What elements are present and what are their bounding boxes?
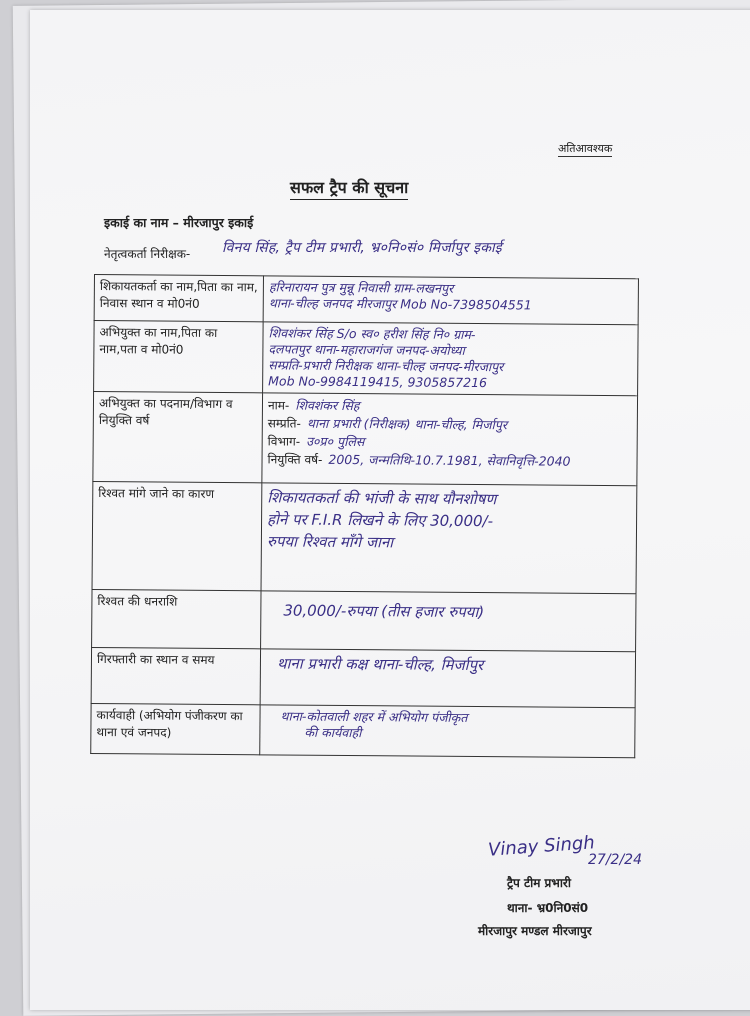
handwritten-line: थाना प्रभारी कक्ष थाना-चील्ह, मिर्जापुर (276, 654, 484, 675)
row-value (262, 393, 638, 486)
handwritten-line: Mob No-9984119415, 9305857216 (268, 373, 488, 391)
signatory-designation: ट्रैप टीम प्रभारी (507, 876, 571, 890)
handwritten-line: शिवशंकर सिंह S/o स्व० हरीश सिंह नि० ग्राम- (268, 325, 476, 342)
row-label: शिकायतकर्ता का नाम,पिता का नाम, निवास स्थान व मो0नं0 (94, 275, 263, 322)
table-row (94, 321, 639, 396)
row-label: कार्यवाही (अभियोग पंजीकरण का थाना एवं जनपद) (91, 703, 260, 754)
field-value: थाना प्रभारी (निरीक्षक) थाना-चील्ह, मिर्जापुर (306, 415, 508, 433)
row-label: रिश्वत मांगे जाने का कारण (92, 481, 262, 590)
handwritten-line: शिकायतकर्ता की भांजी के साथ यौनशोषण (267, 488, 497, 509)
field-line (267, 450, 631, 471)
handwritten-line: रुपया रिश्वत मॉंगे जाना (266, 532, 394, 552)
unit-name: इकाई का नाम – मीरजापुर इकाई (104, 215, 254, 230)
trap-info-table (90, 274, 639, 758)
table-row (93, 392, 638, 486)
field-key: विभाग- (267, 434, 301, 449)
field-value: 2005, जन्मतिथि-10.7.1981, सेवानिवृत्ति-2040 (328, 451, 571, 469)
leader-label: नेतृत्वकर्ता निरीक्षक- (104, 247, 191, 261)
handwritten-line: 30,000/-रुपया (तीस हजार रुपया) (283, 601, 485, 622)
field-value: शिवशंकर सिंह (295, 397, 360, 414)
handwritten-line: थाना-कोतवाली शहर में अभियोग पंजीकृत (280, 708, 468, 725)
handwritten-line: होने पर F.I.R लिखने के लिए 30,000/- (267, 510, 494, 531)
field-value: उ०प्र० पुलिस (306, 433, 365, 450)
field-key: नाम- (267, 398, 290, 413)
handwritten-signature: Vinay Singh (487, 832, 596, 861)
signatory-division: मीरजापुर मण्डल मीरजापुर (478, 924, 592, 938)
handwritten-line: हरिनारायन पुत्र मुन्नू निवासी ग्राम-लखनपुर (268, 279, 454, 296)
document-title: सफल ट्रैप की सूचना (290, 176, 408, 200)
row-label: अभियुक्त का नाम,पिता का नाम,पता व मो0नं0 (94, 321, 264, 393)
urgent-stamp: अतिआवश्यक (558, 142, 613, 155)
table-row (91, 703, 635, 757)
signature-date: 27/2/24 (588, 852, 642, 868)
signatory-station: थाना- भ्र0नि0सं0 (507, 901, 589, 915)
row-label: अभियुक्त का पदनाम/विभाग व नियुक्ति वर्ष (93, 392, 263, 483)
table-row (91, 647, 635, 707)
handwritten-line: थाना-चील्ह जनपद मीरजापुर Mob No-7398504551 (268, 295, 532, 313)
row-value (261, 591, 636, 652)
row-value (263, 276, 638, 325)
leader-value: विनय सिंह, ट्रैप टीम प्रभारी, भ्र०नि०सं० मिर्जापुर इकाई (222, 240, 502, 256)
row-value (261, 483, 637, 594)
table-row (92, 481, 637, 593)
table-row (92, 589, 636, 651)
table-row (94, 275, 638, 325)
handwritten-line: की कार्यवाही (304, 724, 362, 741)
field-key: सम्प्रति- (267, 416, 301, 431)
row-value (260, 705, 635, 758)
field-key: नियुक्ति वर्ष- (267, 452, 323, 467)
row-value (263, 322, 639, 396)
row-label: रिश्वत की धनराशि (92, 589, 261, 648)
row-label: गिरफ्तारी का स्थान व समय (91, 647, 260, 704)
handwritten-line: दलपतपुर थाना-महाराजगंज जनपद-अयोध्या (268, 341, 465, 358)
handwritten-line: सम्प्रति-प्रभारी निरीक्षक थाना-चील्ह जनपद-मीरजापुर (268, 357, 504, 375)
row-value (260, 649, 635, 708)
